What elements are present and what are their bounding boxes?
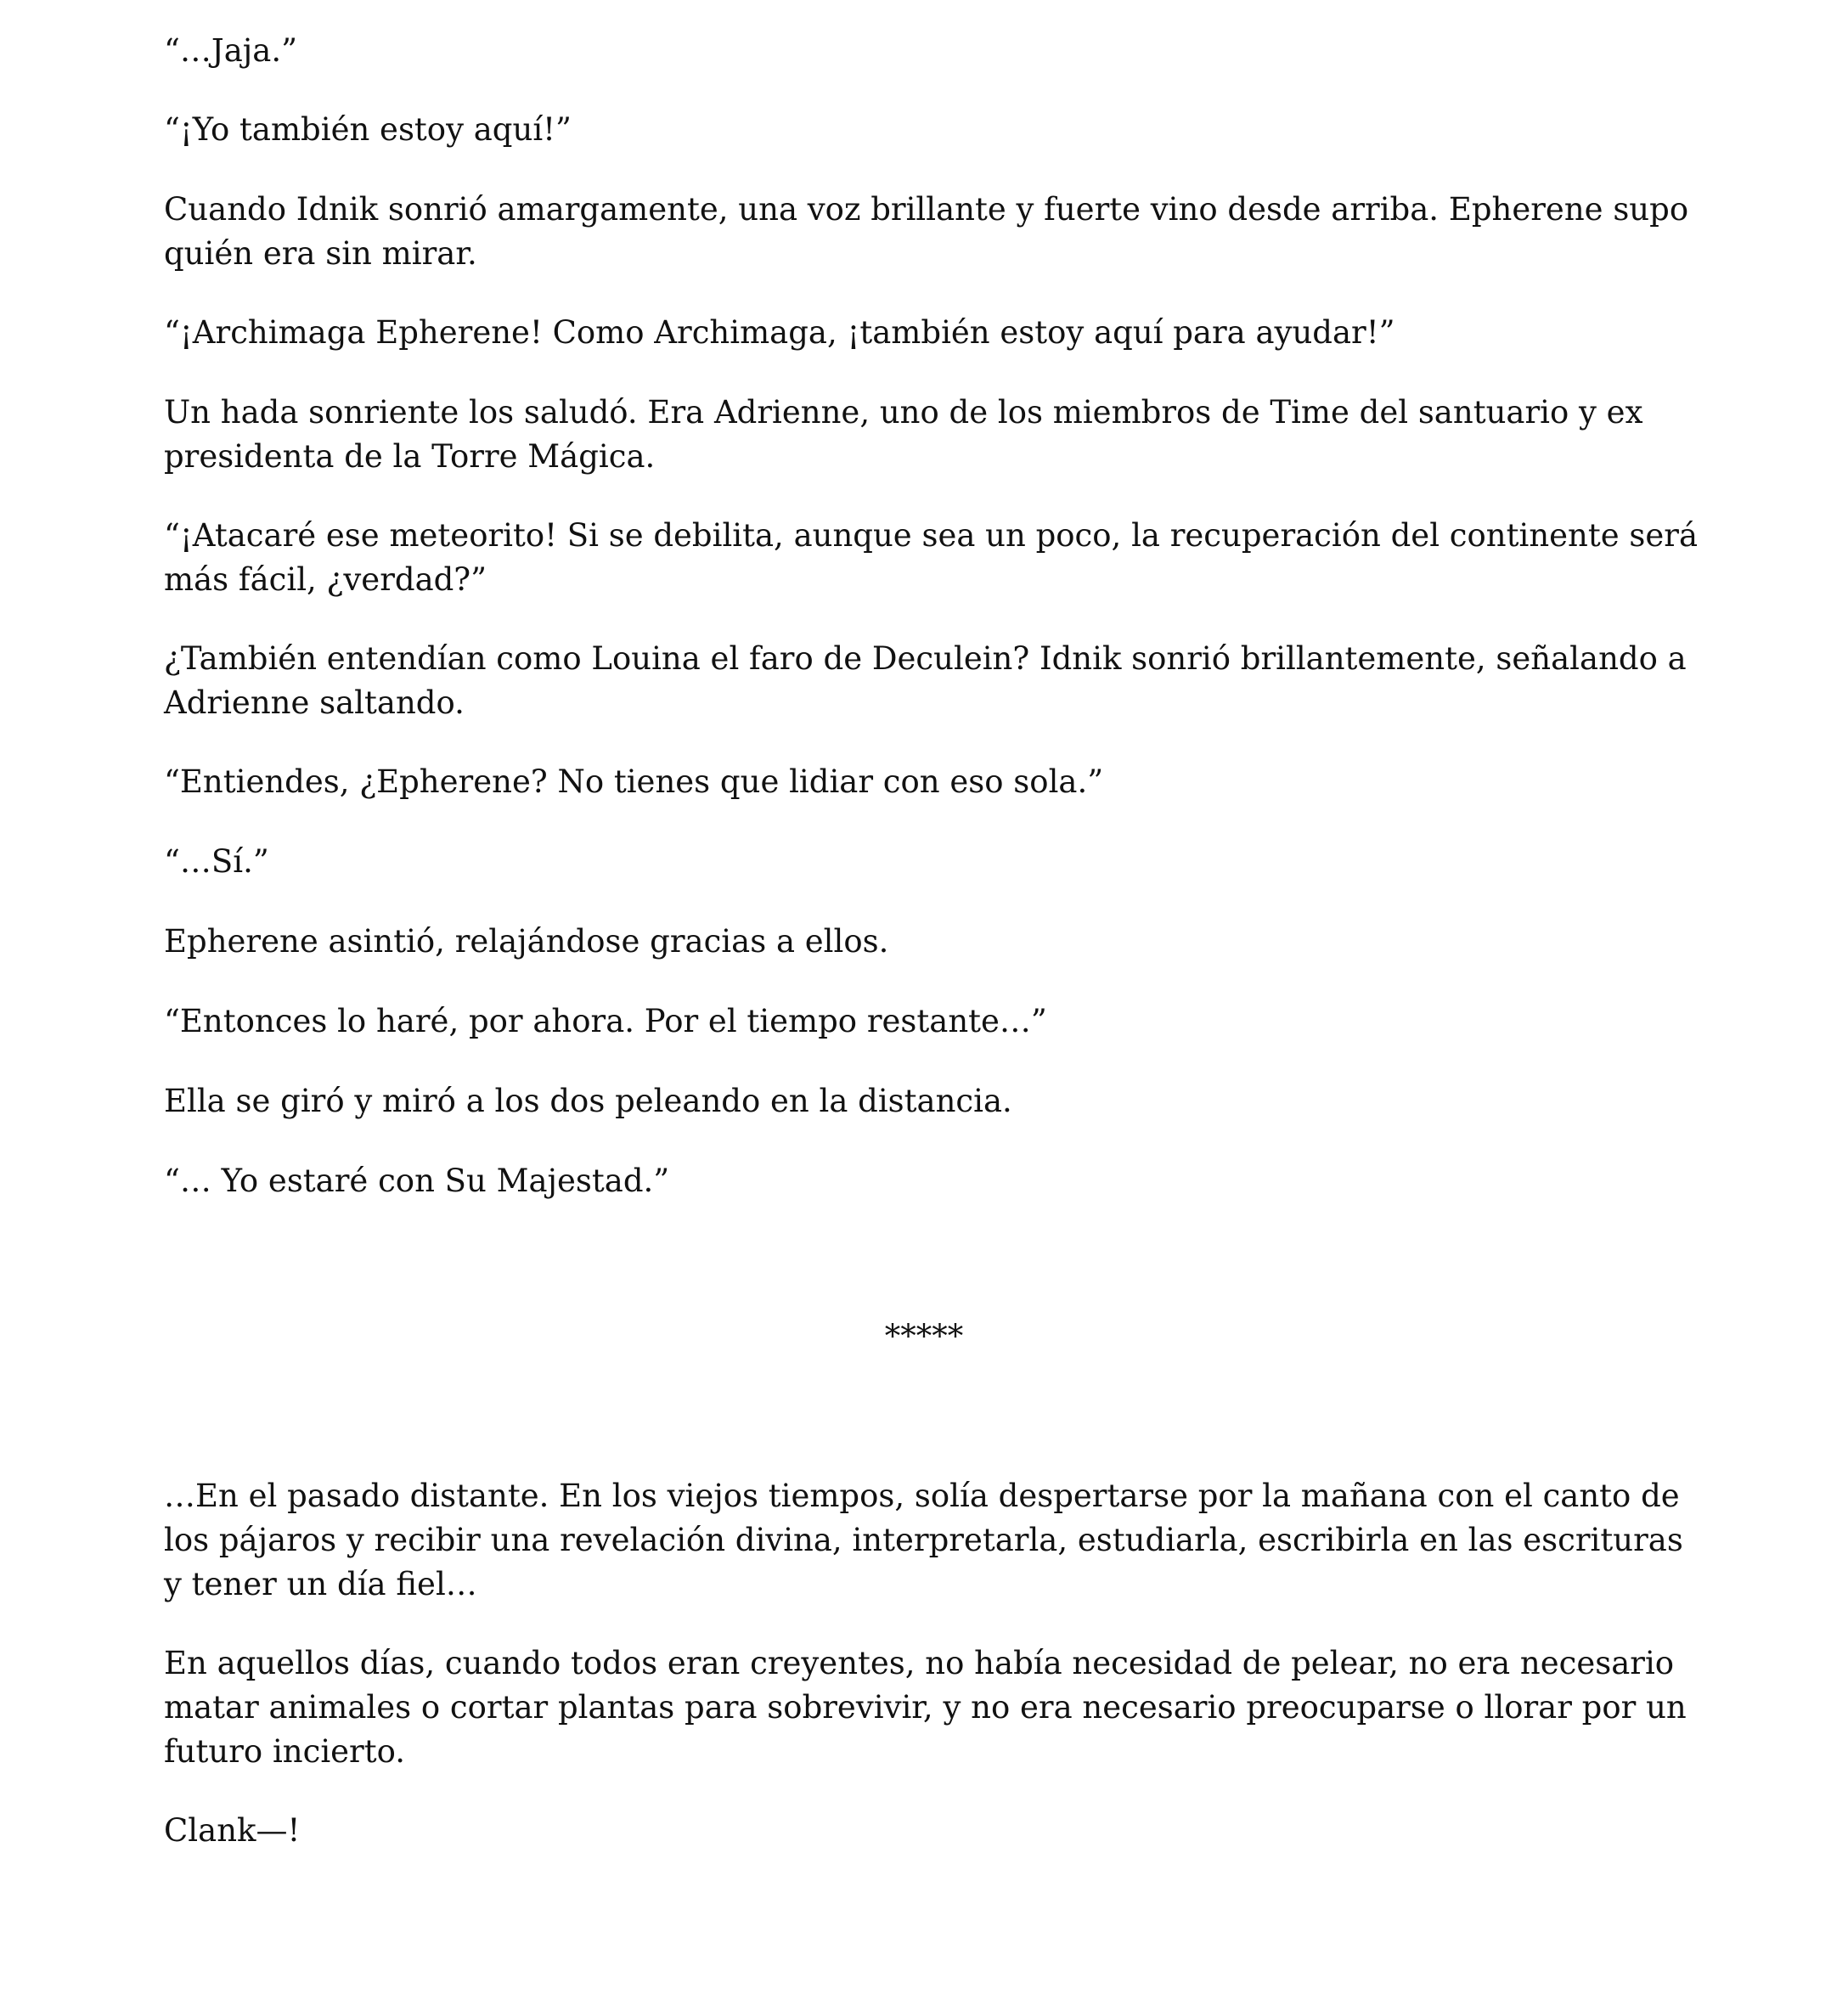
paragraph-13: “… Yo estaré con Su Majestad.” [164, 1163, 670, 1199]
paragraph-11: “Entonces lo haré, por ahora. Por el tiempo restante…” [164, 1003, 1047, 1039]
paragraph-2: “¡Yo también estoy aquí!” [164, 111, 572, 148]
paragraph-6: “¡Atacaré ese meteorito! Si se debilita, aunque sea un poco, la recuperación del continente será más fácil, ¿verdad?” [164, 517, 1699, 598]
paragraph-10: Epherene asintió, relajándose gracias a ellos. [164, 923, 889, 960]
paragraph-3: Cuando Idnik sonrió amargamente, una voz brillante y fuerte vino desde arriba. Epherene supo quién era sin mirar. [164, 191, 1689, 272]
paragraph-7: ¿También entendían como Louina el faro de Deculein? Idnik sonrió brillantemente, señalando a Adrienne saltando. [164, 640, 1687, 721]
paragraph-15: En aquellos días, cuando todos eran creyentes, no había necesidad de pelear, no era necesario matar animales o cortar plantas para sobrevivir, y no era necesario preocuparse o llorar por un futuro incierto. [164, 1645, 1687, 1770]
paragraph-16: Clank—! [164, 1812, 301, 1849]
paragraph-9: “…Sí.” [164, 843, 269, 880]
paragraph-4: “¡Archimaga Epherene! Como Archimaga, ¡también estoy aquí para ayudar!” [164, 314, 1395, 351]
scene-break: ***** [884, 1318, 964, 1354]
paragraph-12: Ella se giró y miró a los dos peleando en la distancia. [164, 1083, 1012, 1119]
paragraph-14: …En el pasado distante. En los viejos tiempos, solía despertarse por la mañana con el canto de los pájaros y recibir una revelación divina, interpretarla, estudiarla, escribirla en las escrituras y tener un día fiel… [164, 1478, 1683, 1602]
paragraph-8: “Entiendes, ¿Epherene? No tienes que lidiar con eso sola.” [164, 763, 1104, 800]
paragraph-5: Un hada sonriente los saludó. Era Adrienne, uno de los miembros de Time del santuario y ex presidenta de la Torre Mágica. [164, 394, 1643, 475]
paragraph-1: “…Jaja.” [164, 32, 298, 69]
